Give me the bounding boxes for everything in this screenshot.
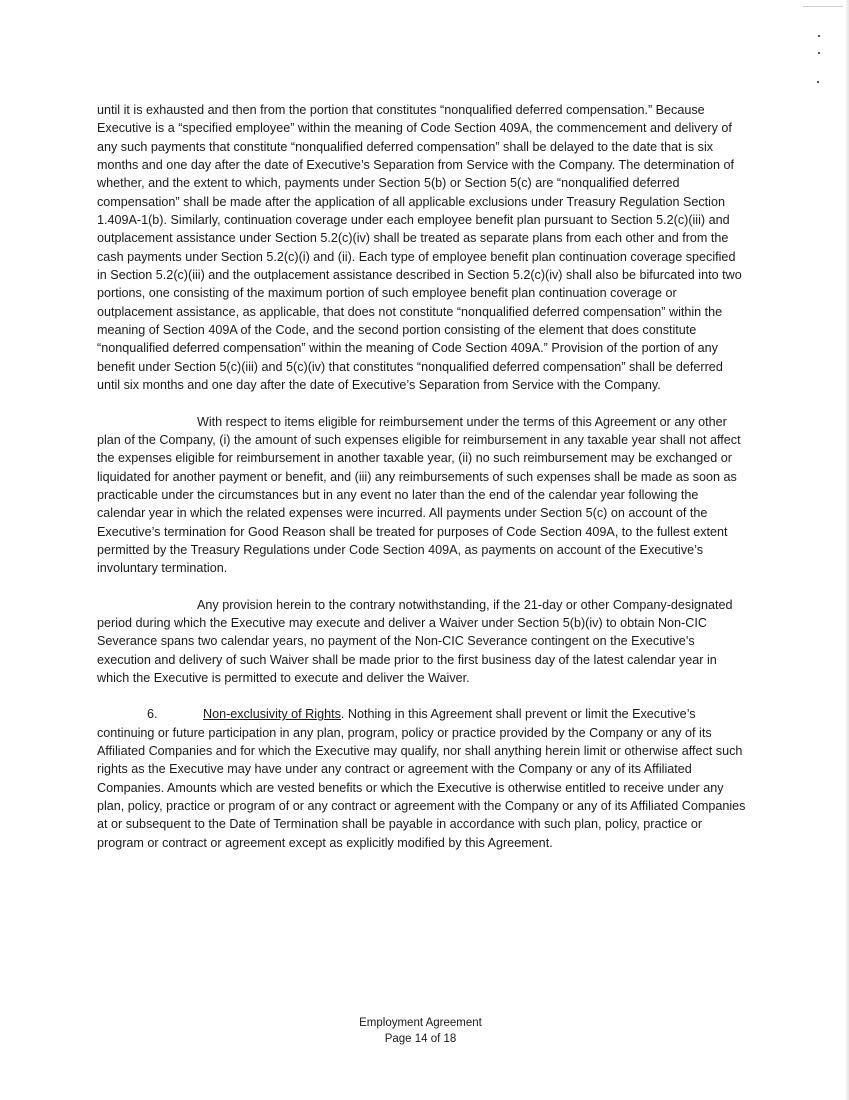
scan-speck <box>818 52 820 54</box>
scan-speck <box>818 35 820 37</box>
document-body <box>97 101 747 852</box>
section-title: Non-exclusivity of Rights <box>203 707 341 722</box>
footer-page-number: Page 14 of 18 <box>384 1033 457 1045</box>
paragraph-reimbursement: With respect to items eligible for reimbursement under the terms of this Agreement or any other plan of the Company, (i) the amount of such expenses eligible for reimbursement in any taxable year shall not affect the expenses eligible for reimbursement in another taxable year, (ii) no such reimbursement may be exchanged or liquidated for another payment or benefit, and (iii) any reimbursements of such expenses shall be made as soon as practicable under the circumstances but in any event no later than the end of the calendar year following the calendar year in which the related expenses were incurred. All payments under Section 5(c) on account of the Executive’s termination for Good Reason shall be treated for purposes of Code Section 409A, to the fullest extent permitted by the Treasury Regulations under Code Section 409A, as payments on account of the Executive’s involuntary termination. <box>97 414 741 576</box>
section-6-non-exclusivity <box>97 705 747 852</box>
page-footer <box>0 1015 849 1047</box>
paragraph-waiver-period: Any provision herein to the contrary notwithstanding, if the 21-day or other Company-designated period during which the Executive may execute and deliver a Waiver under Section 5(b)(iv) to obtain Non-CIC Severance spans two calendar years, no payment of the Non-CIC Severance contingent on the Executive’s execution and delivery of such Waiver shall be made prior to the first business day of the latest calendar year in which the Executive is permitted to execute and deliver the Waiver. <box>97 597 733 685</box>
section-text: . Nothing in this Agreement shall prevent or limit the Executive’s continuing or future participation in any plan, program, policy or practice provided by the Company or any of its Affiliated Companies and for which the Executive may qualify, nor shall anything herein limit or otherwise affect such rights as the Executive may have under any contract or agreement with the Company or any of its Affiliated Companies. Amounts which are vested benefits or which the Executive is otherwise entitled to receive under any plan, policy, practice or program of or any contract or agreement with the Company or any of its Affiliated Companies at or subsequent to the Date of Termination shall be payable in accordance with such plan, policy, practice or program or contract or agreement except as explicitly modified by this Agreement. <box>97 707 746 850</box>
scan-speck <box>817 81 819 83</box>
paragraph-409a-deferral: until it is exhausted and then from the portion that constitutes “nonqualified deferred compensation.” Because Executive is a “specified employee” within the meaning of Code Section 409A, the commencement and delivery of any such payments that constitute “nonqualified deferred compensation” shall be delayed to the date that is six months and one day after the date of Executive’s Separation from Service with the Company. The determination of whether, and the extent to which, payments under Section 5(b) or Section 5(c) are “nonqualified deferred compensation” shall be made after the application of all applicable exclusions under Treasury Regulation Section 1.409A-1(b). Similarly, continuation coverage under each employee benefit plan pursuant to Section 5.2(c)(iii) and outplacement assistance under Section 5.2(c)(iv) shall be treated as separate plans from each other and from the cash payments under Section 5.2(c)(i) and (ii). Each type of employee benefit plan continuation coverage specified in Section 5.2(c)(iii) and the outplacement assistance described in Section 5.2(c)(iv) shall also be bifurcated into two portions, one consisting of the maximum portion of such employee benefit plan continuation coverage or outplacement assistance, as applicable, that does not constitute “nonqualified deferred compensation” within the meaning of Section 409A of the Code, and the second portion consisting of the element that does constitute “nonqualified deferred compensation” within the meaning of Code Section 409A.” Provision of the portion of any benefit under Section 5(c)(iii) and 5(c)(iv) that constitutes “nonqualified deferred compensation” shall be deferred until six months and one day after the date of Executive’s Separation from Service with the Company. <box>97 103 742 393</box>
footer-title: Employment Agreement <box>359 1017 482 1029</box>
section-number: 6. <box>147 707 158 722</box>
scan-edge-mark <box>803 6 843 7</box>
